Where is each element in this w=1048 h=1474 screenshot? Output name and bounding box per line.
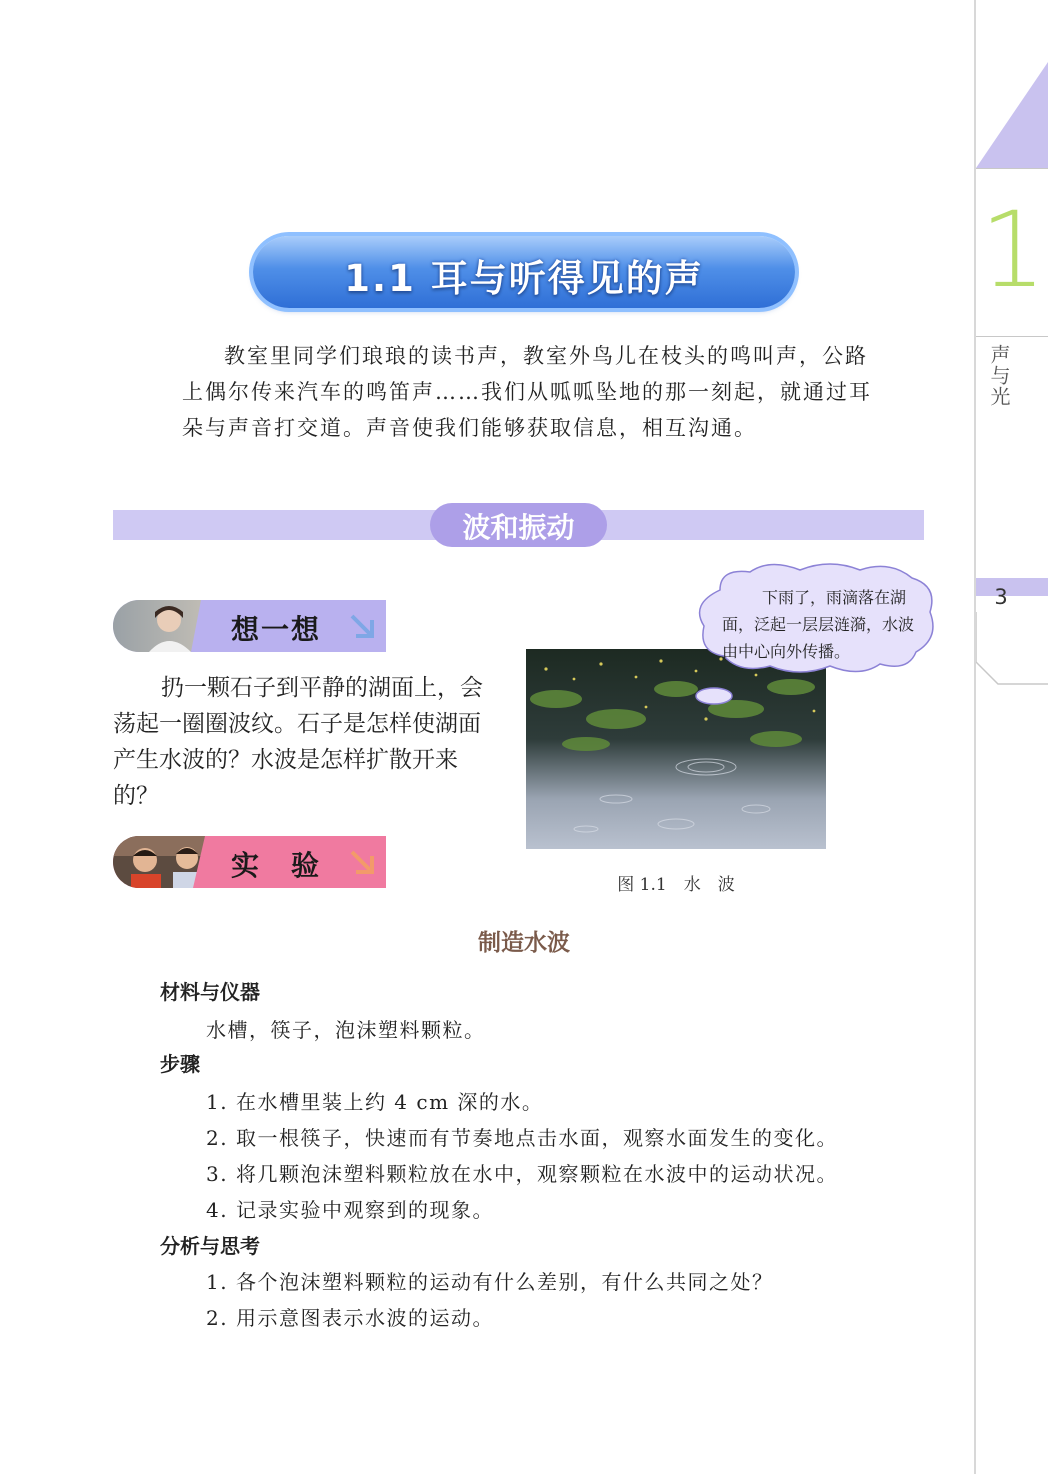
step-item: 2. 取一根筷子，快速而有节奏地点击水面，观察水面发生的变化。 (206, 1126, 838, 1150)
margin-divider (976, 336, 1048, 337)
experiment-label-text: 实 验 (231, 849, 322, 882)
speech-bubble-text: 下雨了，雨滴落在湖面，泛起一层层涟漪，水波由中心向外传播。 (722, 588, 915, 661)
chapter-number: 1 (980, 189, 1047, 311)
arrow-icon (348, 612, 378, 642)
materials-text: 水槽，筷子，泡沫塑料颗粒。 (206, 1018, 486, 1042)
experiment-title: 制造水波 (478, 930, 570, 956)
margin-divider (976, 168, 1048, 169)
analysis-item: 1. 各个泡沫塑料颗粒的运动有什么差别，有什么共同之处？ (206, 1270, 774, 1294)
subsection-title: 波和振动 (462, 511, 575, 544)
think-label-text: 想一想 (231, 613, 322, 646)
step-item: 1. 在水槽里装上约 4 cm 深的水。 (206, 1090, 544, 1114)
margin-line (974, 0, 976, 1474)
figure-caption: 图 1.1 水 波 (617, 875, 735, 895)
step-item: 3. 将几颗泡沫塑料颗粒放在水中，观察颗粒在水波中的运动状况。 (206, 1162, 838, 1186)
student-photo (113, 600, 225, 652)
experiment-label (113, 836, 386, 888)
analysis-item: 2. 用示意图表示水波的运动。 (206, 1306, 494, 1330)
section-banner (253, 236, 795, 308)
margin-triangle (976, 62, 1048, 168)
arrow-icon (348, 848, 378, 878)
page-number: 3 (994, 585, 1008, 609)
students-photo (113, 836, 225, 888)
materials-heading: 材料与仪器 (160, 980, 260, 1004)
section-title: 1.1 耳与听得见的声 (344, 257, 704, 300)
think-text: 扔一颗石子到平静的湖面上，会荡起一圈圈波纹。石子是怎样使湖面产生水波的？水波是怎样扩散开来的？ (113, 675, 483, 809)
intro-paragraph: 教室里同学们琅琅的读书声，教室外鸟儿在枝头的鸣叫声，公路上偶尔传来汽车的鸣笛声……我们从呱呱坠地的那一刻起，就通过耳朵与声音打交道。声音使我们能够获取信息，相互沟通。 (182, 344, 872, 440)
steps-heading: 步骤 (160, 1052, 200, 1076)
chapter-title: 声与光 (987, 344, 1011, 407)
think-label (113, 600, 386, 652)
step-item: 4. 记录实验中观察到的现象。 (206, 1198, 494, 1222)
margin-foot (976, 612, 1048, 686)
analysis-heading: 分析与思考 (160, 1234, 260, 1258)
